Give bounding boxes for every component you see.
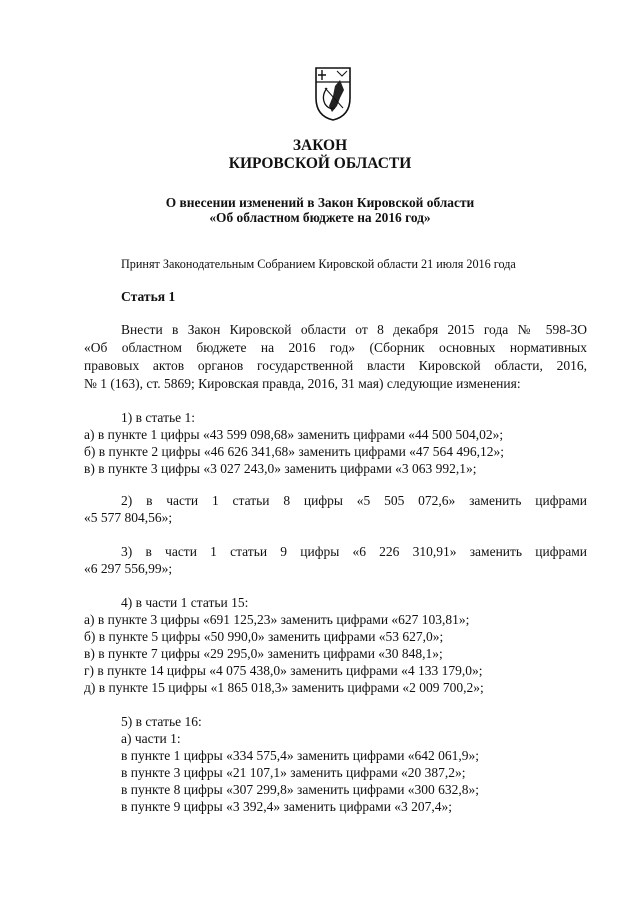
amendment-subitem: в) в пункте 7 цифры «29 295,0» заменить цифрами «30 848,1»;: [84, 646, 443, 661]
amendment-subitem: в пункте 8 цифры «307 299,8» заменить цифрами «300 632,8»;: [121, 782, 480, 797]
amendment-subitem: в пункте 3 цифры «21 107,1» заменить цифрами «20 387,2»;: [121, 765, 466, 780]
amendment-subitem: а) в пункте 1 цифры «43 599 098,68» заменить цифрами «44 500 504,02»;: [84, 427, 504, 442]
intro-line: «Об областном бюджете на 2016 год» (Сборник основных нормативных: [84, 340, 587, 355]
adoption-note: Принят Законодательным Собранием Кировской области 21 июля 2016 года: [121, 257, 516, 271]
intro-line: № 1 (163), ст. 5869; Кировская правда, 2016, 31 мая) следующие изменения:: [84, 376, 521, 391]
amendment-item-continuation: «5 577 804,56»;: [84, 510, 173, 525]
article-heading: Статья 1: [121, 289, 176, 304]
amendment-item: 2) в части 1 статьи 8 цифры «5 505 072,6» заменить цифрами: [121, 493, 587, 508]
law-subject-line-2: «Об областном бюджете на 2016 год»: [209, 210, 431, 225]
amendment-subitem: б) в пункте 5 цифры «50 990,0» заменить цифрами «53 627,0»;: [84, 629, 444, 644]
amendment-subitem: в пункте 9 цифры «3 392,4» заменить цифрами «3 207,4»;: [121, 799, 453, 814]
amendment-subitem: г) в пункте 14 цифры «4 075 438,0» заменить цифрами «4 133 179,0»;: [84, 663, 483, 678]
law-region: КИРОВСКОЙ ОБЛАСТИ: [228, 155, 412, 172]
coat-of-arms-icon: [313, 66, 353, 122]
amendment-subitem-heading: а) части 1:: [121, 731, 181, 746]
amendment-item-heading: 4) в части 1 статьи 15:: [121, 595, 249, 610]
intro-line: Внести в Закон Кировской области от 8 декабря 2015 года № 598-ЗО: [121, 322, 587, 337]
amendment-subitem: а) в пункте 3 цифры «691 125,23» заменить цифрами «627 103,81»;: [84, 612, 470, 627]
amendment-item: 3) в части 1 статьи 9 цифры «6 226 310,91» заменить цифрами: [121, 544, 587, 559]
amendment-subitem: д) в пункте 15 цифры «1 865 018,3» заменить цифрами «2 009 700,2»;: [84, 680, 484, 695]
law-title: ЗАКОН: [292, 137, 348, 154]
amendment-subitem: в) в пункте 3 цифры «3 027 243,0» заменить цифрами «3 063 992,1»;: [84, 461, 477, 476]
amendment-subitem: б) в пункте 2 цифры «46 626 341,68» заменить цифрами «47 564 496,12»;: [84, 444, 505, 459]
intro-line: правовых актов органов государственной власти Кировской области, 2016,: [84, 358, 587, 373]
law-subject-line-1: О внесении изменений в Закон Кировской области: [165, 195, 475, 210]
amendment-item-continuation: «6 297 556,99»;: [84, 561, 173, 576]
amendment-item-heading: 1) в статье 1:: [121, 410, 195, 425]
amendment-subitem: в пункте 1 цифры «334 575,4» заменить цифрами «642 061,9»;: [121, 748, 480, 763]
amendment-item-heading: 5) в статье 16:: [121, 714, 202, 729]
